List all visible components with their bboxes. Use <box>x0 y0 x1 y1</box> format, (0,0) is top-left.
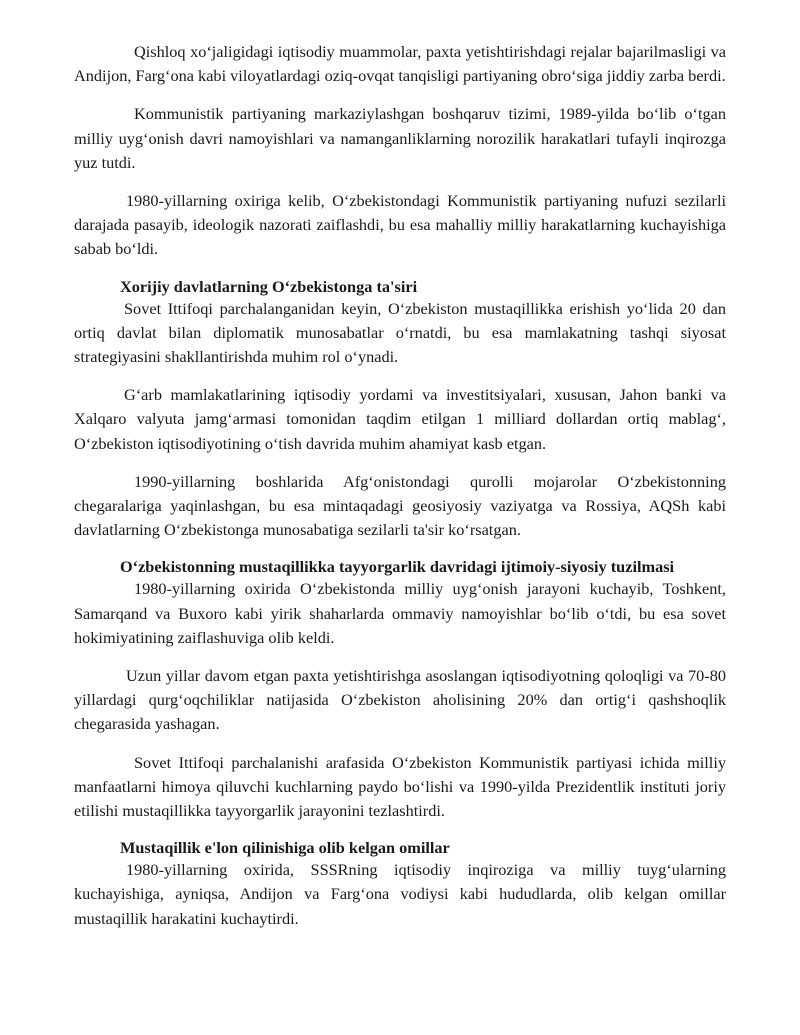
paragraph: Sovet Ittifoqi parchalanganidan keyin, Oʻzbekiston mustaqillikka erishish yoʻlida 20 dan ortiq davlat bilan diplomatik munosabatlar oʻrnatdi, bu esa mamlakatning tashqi siyosat strategiyasini shakllantirishda muhim rol oʻynadi. <box>74 298 726 367</box>
paragraph: Uzun yillar davom etgan paxta yetishtirishga asoslangan iqtisodiyotning qoloqligi va 70-80 yillardagi qurgʻoqchiliklar natijasida Oʻzbekiston aholisining 20% dan ortigʻi qashshoqlik chegarasida yashagan. <box>74 666 726 734</box>
paragraph: 1980-yillarning oxirida Oʻzbekistonda milliy uygʻonish jarayoni kuchayib, Toshkent, Samarqand va Buxoro kabi yirik shaharlarda ommaviy namoyishlar boʻlib oʻtdi, bu esa sovet hokimiyatining zaiflashuviga olib keldi. <box>74 579 726 647</box>
paragraph: 1980-yillarning oxirida, SSSRning iqtisodiy inqiroziga va milliy tuygʻularning kuchayishiga, ayniqsa, Andijon va Fargʻona vodiysi kabi hududlarda, olib kelgan omillar mustaqillik harakatini kuchaytirdi. <box>74 860 726 928</box>
paragraph: 1990-yillarning boshlarida Afgʻonistondagi qurolli mojarolar Oʻzbekistonning chegaralariga yaqinlashgan, bu esa mintaqadagi geosiyosiy vaziyatga va Rossiya, AQSh kabi davlatlarning Oʻzbekistonga munosabatiga sezilarli ta'sir koʻrsatgan. <box>74 471 726 540</box>
paragraph: Qishloq xoʻjaligidagi iqtisodiy muammolar, paxta yetishtirishdagi rejalar bajarilmasligi va Andijon, Fargʻona kabi viloyatlardagi oziq-ovqat tanqisligi partiyaning obroʻsiga jiddiy zarba berdi. <box>74 42 726 86</box>
paragraph: 1980-yillarning oxiriga kelib, Oʻzbekistondagi Kommunistik partiyaning nufuzi sezilarli darajada pasayib, ideologik nazorati zaiflashdi, bu esa mahalliy milliy harakatlarning kuchayishiga sabab boʻldi. <box>74 191 726 259</box>
paragraph: Gʻarb mamlakatlarining iqtisodiy yordami va investitsiyalari, xususan, Jahon banki va Xalqaro valyuta jamgʻarmasi tomonidan taqdim etilgan 1 milliard dollardan ortiq mablagʻ, Oʻzbekiston iqtisodiyotining oʻtish davrida muhim ahamiyat kasb etgan. <box>74 385 726 453</box>
document-page <box>74 40 726 945</box>
paragraph: Kommunistik partiyaning markaziylashgan boshqaruv tizimi, 1989-yilda boʻlib oʻtgan milliy uygʻonish davri namoyishlari va namanganliklarning norozilik harakatlari tufayli inqirozga yuz tutdi. <box>74 104 726 172</box>
paragraph: Sovet Ittifoqi parchalanishi arafasida Oʻzbekiston Kommunistik partiyasi ichida milliy manfaatlarni himoya qiluvchi kuchlarning paydo boʻlishi va 1990-yilda Prezidentlik instituti joriy etilishi mustaqillikka tayyorgarlik jarayonini tezlashtirdi. <box>74 752 726 821</box>
section-heading: Oʻzbekistonning mustaqillikka tayyorgarlik davridagi ijtimoiy-siyosiy tuzilmasi <box>120 557 675 577</box>
section-heading: Mustaqillik e'lon qilinishiga olib kelgan omillar <box>120 838 450 858</box>
section-heading: Xorijiy davlatlarning Oʻzbekistonga ta'siri <box>120 276 418 296</box>
